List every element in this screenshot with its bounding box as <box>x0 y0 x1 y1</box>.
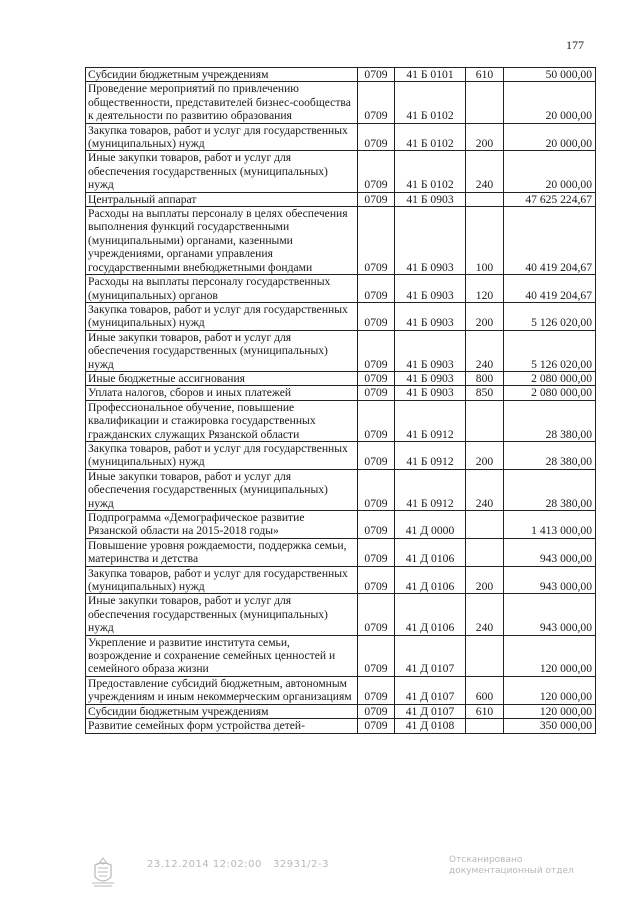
table-row <box>86 207 596 275</box>
row-article-cell: 41 Б 0101 <box>395 68 466 82</box>
row-article-cell: 41 Б 0903 <box>395 192 466 206</box>
row-article-cell: 41 Б 0903 <box>395 207 466 275</box>
row-type-cell <box>466 719 504 733</box>
row-section-cell: 0709 <box>358 400 395 441</box>
row-article-cell: 41 Б 0903 <box>395 302 466 330</box>
row-name-cell: Закупка товаров, работ и услуг для государственных (муниципальных) нужд <box>86 302 358 330</box>
row-name-cell: Иные закупки товаров, работ и услуг для обеспечения государственных (муниципальных) нужд <box>86 469 358 510</box>
row-article-cell: 41 Б 0903 <box>395 275 466 303</box>
row-section-cell: 0709 <box>358 511 395 539</box>
row-type-cell <box>466 538 504 566</box>
table-row <box>86 330 596 371</box>
table-row <box>86 538 596 566</box>
table-row <box>86 400 596 441</box>
row-type-cell <box>466 192 504 206</box>
row-article-cell: 41 Б 0912 <box>395 469 466 510</box>
row-article-cell: 41 Д 0107 <box>395 635 466 676</box>
table-row <box>86 192 596 206</box>
row-amount-cell: 120 000,00 <box>504 676 596 704</box>
row-section-cell: 0709 <box>358 594 395 635</box>
row-name-cell: Закупка товаров, работ и услуг для государственных (муниципальных) нужд <box>86 123 358 151</box>
row-name-cell: Иные закупки товаров, работ и услуг для обеспечения государственных (муниципальных) нужд <box>86 151 358 192</box>
table-row <box>86 371 596 385</box>
row-article-cell: 41 Б 0102 <box>395 123 466 151</box>
budget-table <box>85 67 596 734</box>
row-name-cell: Иные закупки товаров, работ и услуг для обеспечения государственных (муниципальных) нужд <box>86 594 358 635</box>
row-name-cell: Развитие семейных форм устройства детей- <box>86 719 358 733</box>
row-article-cell: 41 Б 0903 <box>395 330 466 371</box>
row-section-cell: 0709 <box>358 441 395 469</box>
table-row <box>86 151 596 192</box>
row-article-cell: 41 Д 0000 <box>395 511 466 539</box>
row-section-cell: 0709 <box>358 538 395 566</box>
row-section-cell: 0709 <box>358 82 395 123</box>
table-row <box>86 594 596 635</box>
row-section-cell: 0709 <box>358 275 395 303</box>
row-type-cell: 610 <box>466 704 504 718</box>
footer <box>0 855 640 895</box>
table-row <box>86 386 596 400</box>
row-type-cell: 200 <box>466 302 504 330</box>
row-section-cell: 0709 <box>358 371 395 385</box>
budget-table-body <box>86 68 596 734</box>
row-amount-cell: 943 000,00 <box>504 538 596 566</box>
row-type-cell <box>466 82 504 123</box>
row-section-cell: 0709 <box>358 302 395 330</box>
row-type-cell <box>466 511 504 539</box>
row-type-cell: 240 <box>466 330 504 371</box>
row-amount-cell: 40 419 204,67 <box>504 275 596 303</box>
row-name-cell: Профессиональное обучение, повышение квалификации и стажировка государственных гражданских служащих Рязанской области <box>86 400 358 441</box>
row-name-cell: Расходы на выплаты персоналу в целях обеспечения выполнения функций государственными (муниципальными) органами, казенными учреждениями, органами управления государственными внебюджетными фондами <box>86 207 358 275</box>
row-amount-cell: 47 625 224,67 <box>504 192 596 206</box>
footer-note-line1: Отсканировано <box>449 855 523 865</box>
row-article-cell: 41 Б 0903 <box>395 386 466 400</box>
row-name-cell: Предоставление субсидий бюджетным, автономным учреждениям и иным некоммерческим организациям <box>86 676 358 704</box>
table-row <box>86 302 596 330</box>
table-row <box>86 719 596 733</box>
row-article-cell: 41 Д 0106 <box>395 594 466 635</box>
row-amount-cell: 28 380,00 <box>504 441 596 469</box>
row-name-cell: Укрепление и развитие института семьи, возрождение и сохранение семейных ценностей и семейного образа жизни <box>86 635 358 676</box>
table-row <box>86 635 596 676</box>
row-article-cell: 41 Б 0903 <box>395 371 466 385</box>
row-article-cell: 41 Б 0102 <box>395 82 466 123</box>
row-type-cell: 610 <box>466 68 504 82</box>
footer-timestamp: 23.12.2014 12:02:00 <box>147 859 262 870</box>
footer-note-line2: документационный отдел <box>449 866 574 876</box>
footer-scan-note <box>449 855 574 877</box>
row-type-cell <box>466 400 504 441</box>
row-name-cell: Повышение уровня рождаемости, поддержка семьи, материнства и детства <box>86 538 358 566</box>
footer-doc-code: 32931/2-3 <box>273 859 330 870</box>
row-section-cell: 0709 <box>358 192 395 206</box>
row-article-cell: 41 Д 0108 <box>395 719 466 733</box>
row-article-cell: 41 Д 0106 <box>395 538 466 566</box>
table-row <box>86 275 596 303</box>
row-amount-cell: 50 000,00 <box>504 68 596 82</box>
row-type-cell: 850 <box>466 386 504 400</box>
row-name-cell: Субсидии бюджетным учреждениям <box>86 68 358 82</box>
row-section-cell: 0709 <box>358 151 395 192</box>
row-type-cell: 600 <box>466 676 504 704</box>
row-article-cell: 41 Д 0107 <box>395 704 466 718</box>
table-row <box>86 676 596 704</box>
row-amount-cell: 20 000,00 <box>504 123 596 151</box>
row-type-cell: 200 <box>466 566 504 594</box>
table-row <box>86 469 596 510</box>
row-section-cell: 0709 <box>358 123 395 151</box>
table-row <box>86 82 596 123</box>
row-article-cell: 41 Д 0106 <box>395 566 466 594</box>
row-section-cell: 0709 <box>358 207 395 275</box>
row-section-cell: 0709 <box>358 704 395 718</box>
row-section-cell: 0709 <box>358 330 395 371</box>
row-article-cell: 41 Б 0912 <box>395 400 466 441</box>
row-amount-cell: 2 080 000,00 <box>504 371 596 385</box>
table-row <box>86 566 596 594</box>
table-row <box>86 123 596 151</box>
row-type-cell: 100 <box>466 207 504 275</box>
table-row <box>86 511 596 539</box>
row-name-cell: Иные закупки товаров, работ и услуг для обеспечения государственных (муниципальных) нужд <box>86 330 358 371</box>
row-amount-cell: 943 000,00 <box>504 594 596 635</box>
row-article-cell: 41 Б 0102 <box>395 151 466 192</box>
row-amount-cell: 2 080 000,00 <box>504 386 596 400</box>
row-name-cell: Уплата налогов, сборов и иных платежей <box>86 386 358 400</box>
row-amount-cell: 120 000,00 <box>504 704 596 718</box>
row-section-cell: 0709 <box>358 566 395 594</box>
row-amount-cell: 28 380,00 <box>504 469 596 510</box>
row-type-cell <box>466 635 504 676</box>
row-type-cell: 200 <box>466 123 504 151</box>
row-name-cell: Иные бюджетные ассигнования <box>86 371 358 385</box>
row-amount-cell: 350 000,00 <box>504 719 596 733</box>
row-type-cell: 240 <box>466 469 504 510</box>
row-amount-cell: 20 000,00 <box>504 82 596 123</box>
row-amount-cell: 40 419 204,67 <box>504 207 596 275</box>
row-amount-cell: 28 380,00 <box>504 400 596 441</box>
row-type-cell: 200 <box>466 441 504 469</box>
row-name-cell: Закупка товаров, работ и услуг для государственных (муниципальных) нужд <box>86 566 358 594</box>
row-type-cell: 240 <box>466 151 504 192</box>
table-row <box>86 441 596 469</box>
emblem-seal-icon <box>86 855 120 889</box>
row-type-cell: 120 <box>466 275 504 303</box>
row-amount-cell: 20 000,00 <box>504 151 596 192</box>
row-name-cell: Субсидии бюджетным учреждениям <box>86 704 358 718</box>
row-name-cell: Расходы на выплаты персоналу государственных (муниципальных) органов <box>86 275 358 303</box>
row-section-cell: 0709 <box>358 386 395 400</box>
row-section-cell: 0709 <box>358 719 395 733</box>
table-row <box>86 68 596 82</box>
row-amount-cell: 5 126 020,00 <box>504 330 596 371</box>
row-name-cell: Центральный аппарат <box>86 192 358 206</box>
row-amount-cell: 120 000,00 <box>504 635 596 676</box>
row-section-cell: 0709 <box>358 676 395 704</box>
row-type-cell: 800 <box>466 371 504 385</box>
row-amount-cell: 1 413 000,00 <box>504 511 596 539</box>
row-name-cell: Подпрограмма «Демографическое развитие Рязанской области на 2015-2018 годы» <box>86 511 358 539</box>
row-type-cell: 240 <box>466 594 504 635</box>
row-section-cell: 0709 <box>358 469 395 510</box>
row-section-cell: 0709 <box>358 68 395 82</box>
row-name-cell: Проведение мероприятий по привлечению общественности, представителей бизнес-сообщества к деятельности по развитию образования <box>86 82 358 123</box>
row-name-cell: Закупка товаров, работ и услуг для государственных (муниципальных) нужд <box>86 441 358 469</box>
table-row <box>86 704 596 718</box>
page-number: 177 <box>566 38 584 52</box>
row-amount-cell: 5 126 020,00 <box>504 302 596 330</box>
row-article-cell: 41 Б 0912 <box>395 441 466 469</box>
row-section-cell: 0709 <box>358 635 395 676</box>
row-article-cell: 41 Д 0107 <box>395 676 466 704</box>
row-amount-cell: 943 000,00 <box>504 566 596 594</box>
